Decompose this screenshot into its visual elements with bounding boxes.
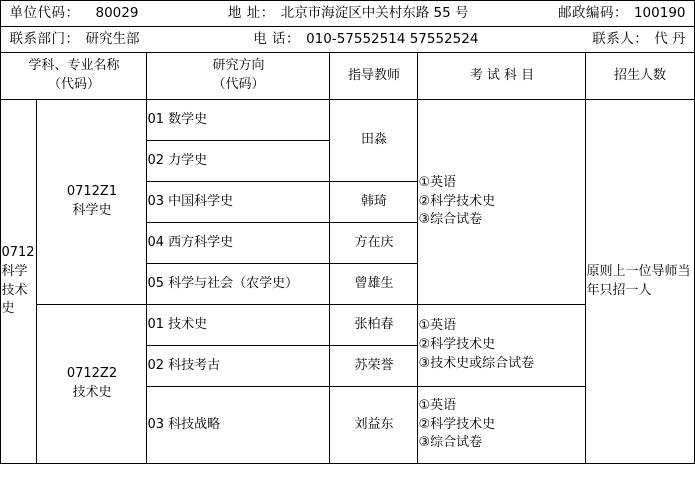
exam-item: ③技术史或综合试卷: [418, 355, 535, 371]
group-name: 技术史: [72, 385, 112, 400]
contact-department: 联系部门： 研究生部: [9, 30, 140, 47]
major-code: 0712: [1, 244, 35, 260]
direction-cell: 01 数学史: [147, 100, 330, 141]
exam-cell-2: [418, 305, 586, 387]
exam-item: ①英语: [418, 174, 457, 190]
group-code-cell-2: [37, 305, 147, 464]
column-header-exam: 考 试 科 目: [418, 53, 586, 100]
exam-item: ②科学技术史: [418, 193, 496, 209]
teacher-cell: 方在庆: [330, 223, 418, 264]
exam-item: ②科学技术史: [418, 416, 496, 432]
table-row: [1, 100, 694, 141]
teacher-cell: 曾雄生: [330, 264, 418, 305]
group-code: 0712Z2: [66, 366, 118, 382]
quota-cell: 原则上一位导师当年只招一人: [586, 100, 694, 464]
direction-cell: 01 技术史: [147, 305, 330, 346]
exam-item: ①英语: [418, 318, 457, 334]
group-code-cell-1: [37, 100, 147, 305]
group-name: 科学史: [72, 203, 112, 218]
unit-code: 单位代码： 80029: [9, 4, 139, 21]
exam-item: ①英语: [418, 397, 457, 413]
exam-item: ③综合试卷: [418, 435, 483, 451]
direction-cell: 05 科学与社会（农学史）: [147, 264, 330, 305]
direction-cell: 02 力学史: [147, 141, 330, 182]
column-header-teacher: 指导教师: [330, 53, 418, 100]
group-code: 0712Z1: [66, 184, 118, 200]
direction-cell: 03 科技战略: [147, 387, 330, 464]
teacher-cell: 张柏春: [330, 305, 418, 346]
exam-cell-1: [418, 100, 586, 305]
direction-cell: 03 中国科学史: [147, 182, 330, 223]
major-name: 科学技术史: [1, 263, 28, 317]
exam-item: ③综合试卷: [418, 212, 483, 228]
address: 地 址： 北京市海淀区中关村东路 55 号: [227, 4, 469, 21]
postal-code: 邮政编码： 100190: [557, 4, 686, 21]
column-header-direction: 研究方向 （代码）: [147, 53, 330, 100]
exam-item: ②科学技术史: [418, 337, 496, 353]
header-cell-2: [1, 27, 694, 53]
header-cell-1: [1, 1, 694, 27]
teacher-cell: 田淼: [330, 100, 418, 182]
column-header-quota: 招生人数: [586, 53, 694, 100]
column-header-discipline: 学科、专业名称 （代码）: [1, 53, 147, 100]
contact-person: 联系人： 代 丹: [592, 30, 686, 47]
column-header-row: [1, 53, 694, 100]
teacher-cell: 苏荣誉: [330, 346, 418, 387]
header-row-1: [1, 1, 694, 27]
major-cell: [1, 100, 37, 464]
direction-cell: 02 科技考古: [147, 346, 330, 387]
header-row-2: [1, 27, 694, 53]
exam-cell-3: [418, 387, 586, 464]
telephone: 电 话： 010-57552514 57552524: [253, 30, 479, 47]
teacher-cell: 韩琦: [330, 182, 418, 223]
teacher-cell: 刘益东: [330, 387, 418, 464]
direction-cell: 04 西方科学史: [147, 223, 330, 264]
